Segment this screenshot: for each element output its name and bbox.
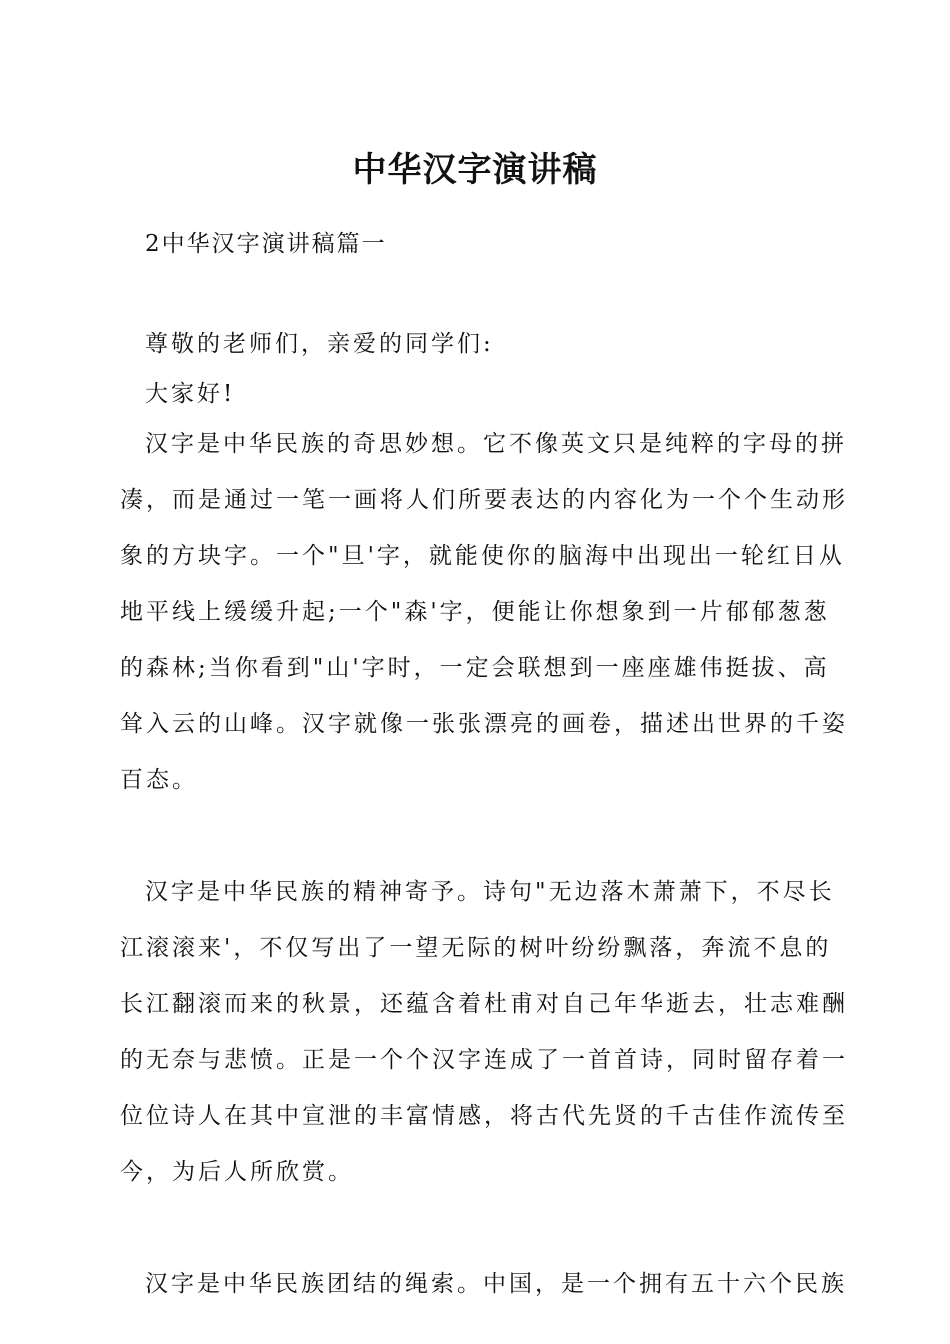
paragraph-2-line: 位位诗人在其中宣泄的丰富情感，将古代先贤的千古佳作流传至 xyxy=(120,1103,848,1129)
document-subtitle: 2中华汉字演讲稿篇一 xyxy=(145,231,387,257)
salutation: 尊敬的老师们，亲爱的同学们: xyxy=(145,331,494,357)
paragraph-1-line: 凑，而是通过一笔一画将人们所要表达的内容化为一个个生动形 xyxy=(120,487,848,513)
paragraph-3-line: 汉字是中华民族团结的绳索。中国，是一个拥有五十六个民族 xyxy=(145,1271,847,1297)
paragraph-1-line: 百态。 xyxy=(120,767,198,793)
paragraph-1-line: 地平线上缓缓升起;一个"森'字，便能让你想象到一片郁郁葱葱 xyxy=(120,599,830,625)
paragraph-2-line: 江滚滚来'，不仅写出了一望无际的树叶纷纷飘落，奔流不息的 xyxy=(120,935,832,961)
paragraph-2-line: 长江翻滚而来的秋景，还蕴含着杜甫对自己年华逝去，壮志难酬 xyxy=(120,991,848,1017)
paragraph-1-line: 耸入云的山峰。汉字就像一张张漂亮的画卷，描述出世界的千姿 xyxy=(120,711,848,737)
document-title: 中华汉字演讲稿 xyxy=(352,150,598,190)
paragraph-1-line: 象的方块字。一个"旦'字，就能使你的脑海中出现出一轮红日从 xyxy=(120,543,845,569)
greeting: 大家好! xyxy=(145,381,236,407)
paragraph-2-line: 的无奈与悲愤。正是一个个汉字连成了一首首诗，同时留存着一 xyxy=(120,1047,848,1073)
paragraph-2-line: 汉字是中华民族的精神寄予。诗句"无边落木萧萧下，不尽长 xyxy=(145,879,835,905)
paragraph-1-line: 的森林;当你看到"山'字时，一定会联想到一座座雄伟挺拔、高 xyxy=(120,655,830,681)
paragraph-2-line: 今，为后人所欣赏。 xyxy=(120,1159,354,1185)
paragraph-1-line: 汉字是中华民族的奇思妙想。它不像英文只是纯粹的字母的拼 xyxy=(145,431,847,457)
